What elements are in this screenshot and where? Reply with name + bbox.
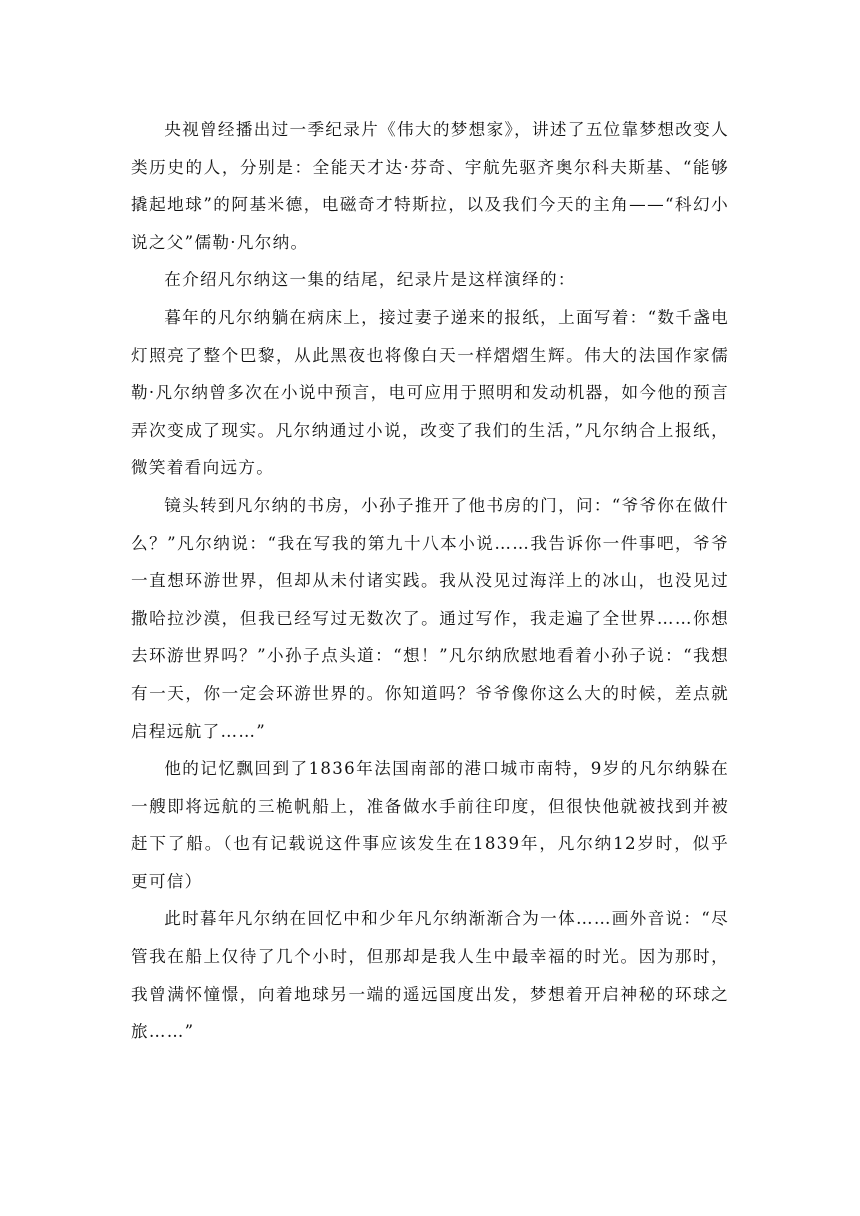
paragraph-documentary-ending: 在介绍凡尔纳这一集的结尾，纪录片是这样演绎的：: [164, 270, 576, 290]
paragraph-study-scene: 镜头转到凡尔纳的书房，小孙子推开了他书房的门，问：“爷爷你在做什么？”凡尔纳说：“我在写我的第九十八本小说……我告诉你一件事吧，爷爷一直想环游世界，但却从未付诸实践。我从没见过海洋上的冰山，也没见过撒哈拉沙漠，但我已经写过无数次了。通过写作，我走遍了全世界……你想去环游世界吗？”小孙子点头道：“想！”凡尔纳欣慰地看着小孙子说：“我想有一天，你一定会环游世界的。你知道吗？爷爷像你这么大的时候，差点就启程远航了……”: [131, 495, 729, 741]
paragraph-voiceover: 此时暮年凡尔纳在回忆中和少年凡尔纳渐渐合为一体……画外音说：“尽管我在船上仅待了几个小时，但那却是我人生中最幸福的时光。因为那时，我曾满怀憧憬，向着地球另一端的遥远国度出发，梦想着开启神秘的环球之旅……”: [131, 909, 729, 1042]
paragraph-intro: 央视曾经播出过一季纪录片《伟大的梦想家》，讲述了五位靠梦想改变人类历史的人，分别是：全能天才达·芬奇、宇航先驱齐奥尔科夫斯基、“能够撬起地球”的阿基米德，电磁奇才特斯拉，以及我们今天的主角——“科幻小说之父”儒勒·凡尔纳。: [131, 120, 729, 252]
paragraph-memory-1836: 他的记忆飘回到了1836年法国南部的港口城市南特，9岁的凡尔纳躲在一艘即将远航的三桅帆船上，准备做水手前往印度，但很快他就被找到并被赶下了船。（也有记载说这件事应该发生在1839年，凡尔纳12岁时，似乎更可信）: [131, 759, 729, 891]
paragraph-sickbed-scene: 暮年的凡尔纳躺在病床上，接过妻子递来的报纸，上面写着：“数千盏电灯照亮了整个巴黎，从此黑夜也将像白天一样熠熠生辉。伟大的法国作家儒勒·凡尔纳曾多次在小说中预言，电可应用于照明和发动机器，如今他的预言弄次变成了现实。凡尔纳通过小说，改变了我们的生活，”凡尔纳合上报纸，微笑着看向远方。: [131, 307, 729, 478]
document-page: [131, 111, 729, 1051]
